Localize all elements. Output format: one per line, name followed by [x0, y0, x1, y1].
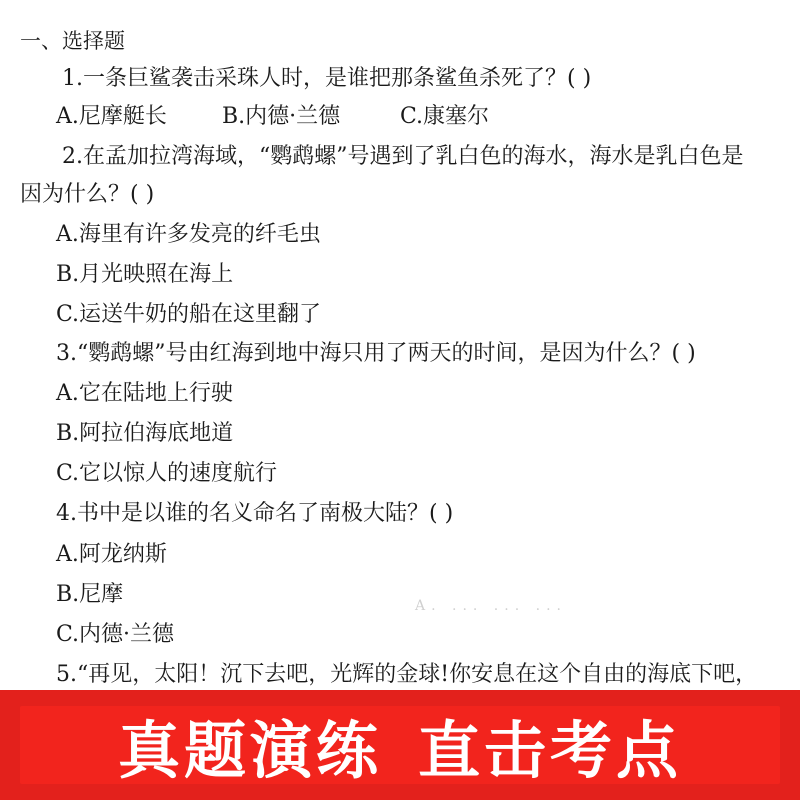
- section-title: 一、选择题: [20, 29, 125, 53]
- question-2-option-c: C.运送牛奶的船在这里翻了: [56, 302, 322, 327]
- question-1-option-c: C.康塞尔: [400, 104, 490, 129]
- question-1-option-b: B.内德·兰德: [222, 104, 341, 129]
- promo-banner-panel: [20, 706, 780, 787]
- question-2-stem-line-1: 2.在孟加拉湾海域，“鹦鹉螺”号遇到了乳白色的海水，海水是乳白色是: [62, 144, 744, 169]
- faint-bleed-through-text: A. ... ... ...: [415, 598, 567, 614]
- question-4-option-b: B.尼摩: [56, 582, 124, 607]
- question-1-stem: 1.一条巨鲨袭击采珠人时，是谁把那条鲨鱼杀死了？( ): [62, 66, 592, 91]
- question-3-stem: 3.“鹦鹉螺”号由红海到地中海只用了两天的时间，是因为什么？( ): [56, 341, 696, 366]
- banner-text-right: 直击考点: [418, 713, 683, 787]
- promo-banner: [0, 690, 800, 800]
- question-2-option-a: A.海里有许多发亮的纤毛虫: [56, 222, 321, 247]
- question-1-option-a: A.尼摩艇长: [56, 104, 167, 129]
- question-4-stem: 4.书中是以谁的名义命名了南极大陆？( ): [56, 501, 454, 526]
- question-2-stem-line-2: 因为什么？( ): [20, 182, 155, 207]
- promo-banner-text: [20, 706, 780, 787]
- question-5-stem: 5.“再见，太阳！沉下去吧，光辉的金球!你安息在这个自由的海底下吧，: [56, 662, 758, 687]
- banner-text-left: 真题演练: [117, 713, 382, 787]
- question-3-option-b: B.阿拉伯海底地道: [56, 421, 234, 446]
- question-4-option-c: C.内德·兰德: [56, 622, 175, 647]
- question-2-option-b: B.月光映照在海上: [56, 262, 234, 287]
- question-3-option-c: C.它以惊人的速度航行: [56, 461, 278, 486]
- question-4-option-a: A.阿龙纳斯: [56, 542, 167, 567]
- question-3-option-a: A.它在陆地上行驶: [56, 381, 233, 406]
